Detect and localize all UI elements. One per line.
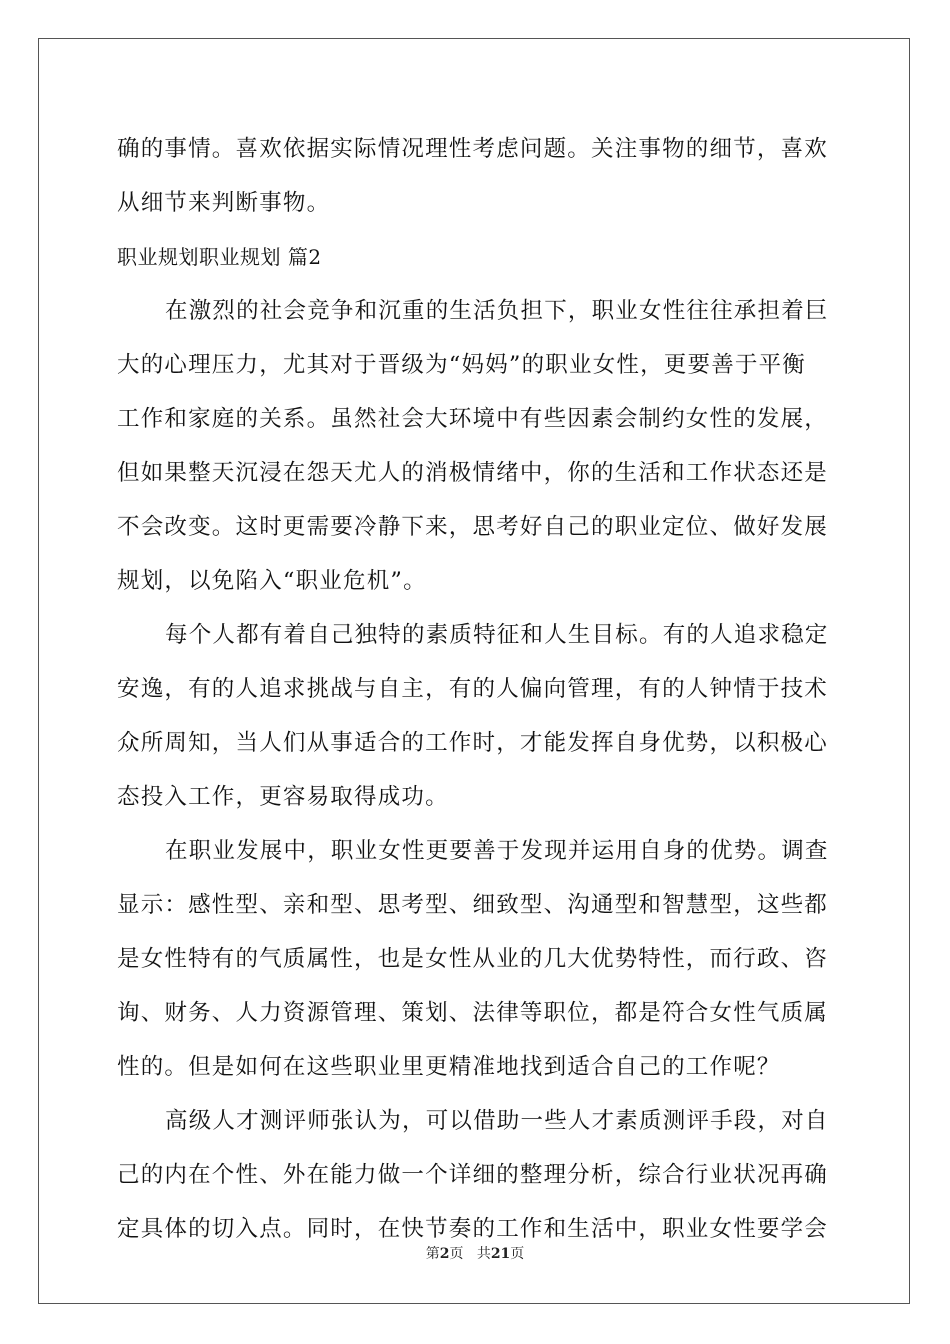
text-line: 从细节来判断事物。: [117, 190, 331, 216]
text-line: 但如果整天沉浸在怨天尤人的消极情绪中，你的生活和工作状态还是: [117, 460, 829, 486]
text-line: 确的事情。喜欢依据实际情况理性考虑问题。关注事物的细节，喜欢: [117, 136, 829, 162]
text-line: 己的内在个性、外在能力做一个详细的整理分析，综合行业状况再确: [117, 1162, 829, 1188]
text-line: 询、财务、人力资源管理、策划、法律等职位，都是符合女性气质属: [117, 1000, 829, 1026]
text-line: 每个人都有着自己独特的素质特征和人生目标。有的人追求稳定: [165, 622, 829, 648]
text-line: 安逸，有的人追求挑战与自主，有的人偏向管理，有的人钟情于技术: [117, 676, 829, 702]
footer-prefix: 第: [425, 1246, 440, 1262]
page-footer: [0, 1243, 950, 1263]
text-line: 在激烈的社会竞争和沉重的生活负担下，职业女性往往承担着巨: [165, 298, 829, 324]
text-line: 高级人才测评师张认为，可以借助一些人才素质测评手段，对自: [165, 1108, 829, 1134]
text-line: 大的心理压力，尤其对于晋级为“妈妈”的职业女性，更要善于平衡: [117, 352, 807, 378]
footer-page-unit: 页: [449, 1246, 464, 1262]
text-line: 工作和家庭的关系。虽然社会大环境中有些因素会制约女性的发展，: [117, 406, 829, 432]
footer-page-number: 2: [439, 1246, 450, 1262]
document-body: [117, 122, 833, 1256]
footer-total-unit: 页: [510, 1246, 525, 1262]
text-line: 不会改变。这时更需要冷静下来，思考好自己的职业定位、做好发展: [117, 514, 829, 540]
text-line: 众所周知，当人们从事适合的工作时，才能发挥自身优势，以积极心: [117, 730, 829, 756]
text-line: 是女性特有的气质属性，也是女性从业的几大优势特性，而行政、咨: [117, 946, 829, 972]
text-line: 在职业发展中，职业女性更要善于发现并运用自身的优势。调查: [165, 838, 829, 864]
footer-total-prefix: 共: [476, 1246, 491, 1262]
text-line: 态投入工作，更容易取得成功。: [117, 784, 449, 810]
text-line: 显示：感性型、亲和型、思考型、细致型、沟通型和智慧型，这些都: [117, 892, 829, 918]
section-heading: 职业规划职业规划 篇2: [117, 245, 322, 269]
text-line: 定具体的切入点。同时，在快节奏的工作和生活中，职业女性要学会: [117, 1216, 829, 1242]
text-line: 性的。但是如何在这些职业里更精准地找到适合自己的工作呢？: [117, 1054, 781, 1080]
footer-total-pages: 21: [490, 1246, 511, 1262]
text-line: 规划，以免陷入“职业危机”。: [117, 568, 427, 594]
